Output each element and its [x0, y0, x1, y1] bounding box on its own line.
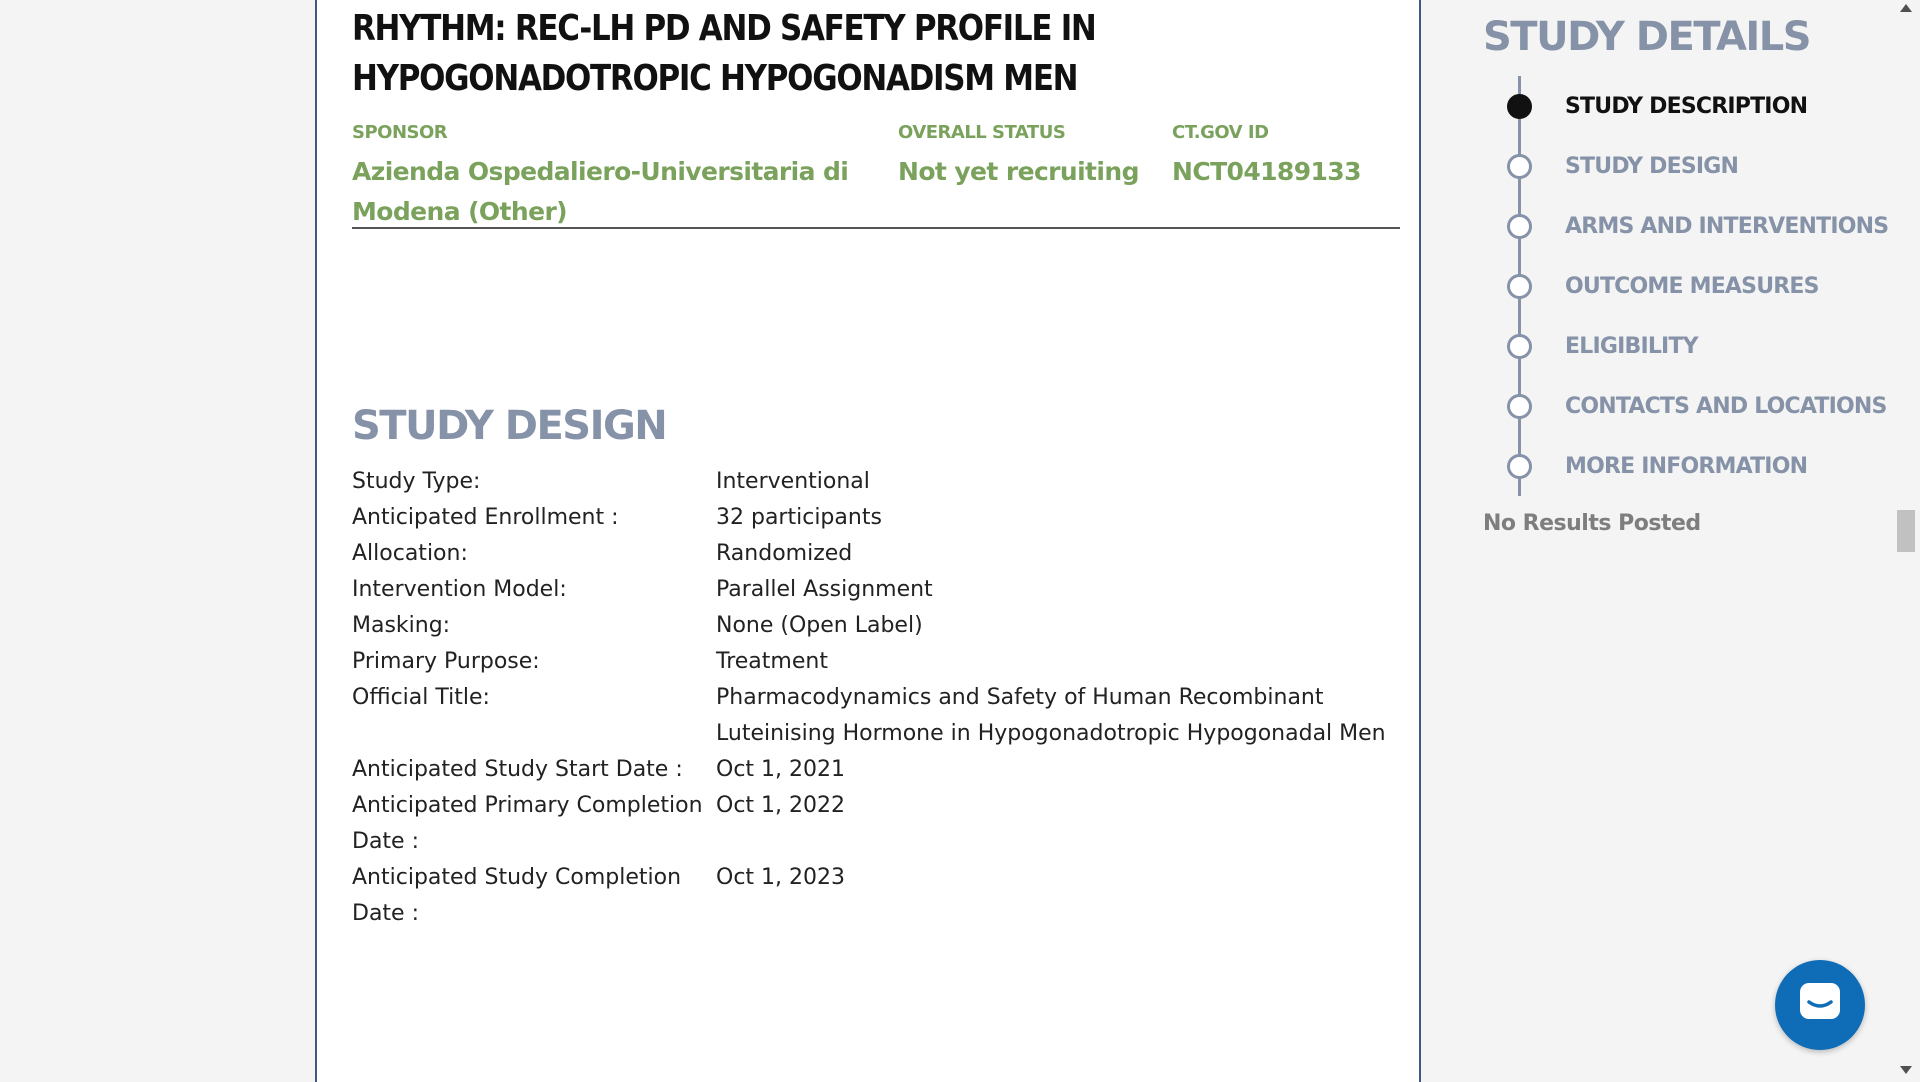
design-value: 32 participants [716, 505, 882, 530]
design-row [352, 500, 1392, 536]
chat-bubble-icon [1797, 980, 1843, 1030]
overall-status-label: OVERALL STATUS [898, 122, 1066, 143]
sidebar-item-arms-and-interventions[interactable] [1505, 211, 1888, 241]
design-key: Masking: [352, 613, 451, 638]
step-dot-icon [1507, 214, 1532, 239]
design-value: Treatment [716, 649, 828, 674]
study-design-table [352, 464, 1392, 932]
sidebar-item-study-description[interactable] [1505, 91, 1807, 121]
study-details-nav [1505, 76, 1905, 496]
design-row [352, 644, 1392, 680]
scroll-down-arrow-icon[interactable] [1900, 1066, 1912, 1074]
ctgov-id-label: CT.GOV ID [1172, 122, 1269, 143]
design-key: Official Title: [352, 685, 490, 710]
design-row [352, 860, 1392, 932]
active-step-dot-icon [1507, 94, 1532, 119]
study-details-title: STUDY DETAILS [1483, 14, 1811, 60]
design-key: Anticipated Primary Completion Date : [352, 793, 703, 854]
design-value: Oct 1, 2021 [716, 757, 846, 782]
step-dot-icon [1507, 334, 1532, 359]
step-dot-icon [1507, 394, 1532, 419]
design-key: Intervention Model: [352, 577, 567, 602]
design-value: Oct 1, 2022 [716, 793, 846, 818]
design-value: Interventional [716, 469, 870, 494]
sidebar-item-study-design[interactable] [1505, 151, 1738, 181]
sidebar-item-label: ARMS AND INTERVENTIONS [1565, 213, 1889, 239]
sidebar-item-label: STUDY DESIGN [1565, 153, 1739, 179]
design-row [352, 680, 1392, 752]
design-value: Randomized [716, 541, 853, 566]
overall-status-value: Not yet recruiting [898, 157, 1139, 186]
design-key: Anticipated Study Completion Date : [352, 865, 682, 926]
design-key: Allocation: [352, 541, 468, 566]
study-title: RHYTHM: REC-LH PD AND SAFETY PROFILE IN HYPOGONADOTROPIC HYPOGONADISM MEN [352, 8, 1096, 99]
design-value: None (Open Label) [716, 613, 923, 638]
sponsor-label: SPONSOR [352, 122, 448, 143]
sponsor-value: Azienda Ospedaliero-Universitaria di Modena (Other) [352, 157, 849, 226]
sidebar-item-label: MORE INFORMATION [1565, 453, 1808, 479]
design-row [352, 572, 1392, 608]
design-row [352, 788, 1392, 860]
design-row [352, 536, 1392, 572]
sidebar-item-contacts-and-locations[interactable] [1505, 391, 1887, 421]
design-row [352, 752, 1392, 788]
sidebar-item-label: STUDY DESCRIPTION [1565, 93, 1808, 119]
design-row [352, 608, 1392, 644]
ctgov-id-value[interactable]: NCT04189133 [1172, 157, 1361, 186]
design-key: Primary Purpose: [352, 649, 540, 674]
main-content-panel [315, 0, 1421, 1082]
step-dot-icon [1507, 454, 1532, 479]
chat-button[interactable] [1775, 960, 1865, 1050]
scrollbar-thumb[interactable] [1897, 510, 1915, 552]
sidebar-item-more-information[interactable] [1505, 451, 1807, 481]
sidebar-item-label: OUTCOME MEASURES [1565, 273, 1819, 299]
design-value: Oct 1, 2023 [716, 865, 846, 890]
sidebar-item-label: ELIGIBILITY [1565, 333, 1698, 359]
design-value: Pharmacodynamics and Safety of Human Recombinant Luteinising Hormone in Hypogonadotropic Hypogonadal Men [716, 685, 1386, 746]
design-key: Anticipated Enrollment : [352, 505, 619, 530]
step-dot-icon [1507, 274, 1532, 299]
design-row [352, 464, 1392, 500]
scroll-up-arrow-icon[interactable] [1900, 4, 1912, 12]
design-key: Anticipated Study Start Date : [352, 757, 683, 782]
design-value: Parallel Assignment [716, 577, 933, 602]
header-divider [352, 227, 1400, 229]
sidebar-item-label: CONTACTS AND LOCATIONS [1565, 393, 1887, 419]
sidebar-item-eligibility[interactable] [1505, 331, 1698, 361]
design-key: Study Type: [352, 469, 481, 494]
no-results-posted: No Results Posted [1483, 511, 1701, 536]
step-dot-icon [1507, 154, 1532, 179]
study-design-heading: STUDY DESIGN [352, 403, 667, 449]
sidebar-item-outcome-measures[interactable] [1505, 271, 1819, 301]
